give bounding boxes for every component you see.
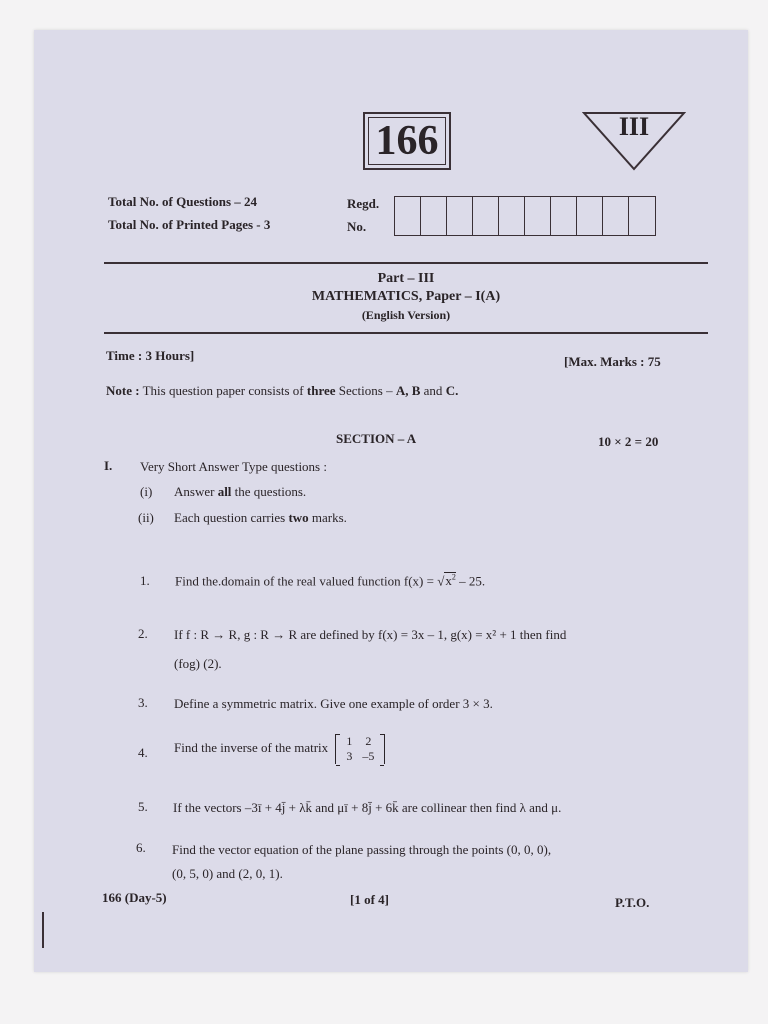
question-4-number: 4. [138, 745, 148, 760]
paper-code: 166 [375, 118, 439, 164]
question-1 [175, 573, 485, 589]
instruction-ii-number: (ii) [138, 510, 154, 525]
question-3-number: 3. [138, 695, 148, 710]
time-label: Time : 3 Hours] [106, 348, 195, 363]
question-4 [174, 734, 385, 764]
regd-digit-box[interactable] [499, 197, 525, 235]
margin-mark [42, 912, 44, 948]
regd-no-label: No. [347, 219, 367, 234]
total-pages: Total No. of Printed Pages - 3 [108, 217, 271, 232]
section-marks: 10 × 2 = 20 [598, 434, 659, 449]
note-line [106, 383, 458, 399]
regd-digit-box[interactable] [525, 197, 551, 235]
regd-number-boxes[interactable] [394, 196, 656, 236]
header-rule-top [104, 262, 708, 264]
note-text-d: A, B [395, 383, 421, 398]
note-text-f: C. [445, 383, 459, 398]
note-text-b: three [306, 383, 336, 398]
regd-digit-box[interactable] [473, 197, 499, 235]
instruction-heading: Very Short Answer Type questions : [140, 459, 327, 474]
instruction-number: I. [104, 458, 113, 473]
note-text-e: and [423, 383, 443, 398]
instruction-i [174, 484, 306, 500]
question-4-text: Find the inverse of the matrix [174, 739, 329, 755]
note-prefix: Note : [106, 383, 140, 398]
matrix-row [341, 734, 379, 749]
matrix-cell: 3 [346, 749, 353, 763]
part-title: Part – III [377, 271, 435, 286]
instruction-i-b: all [217, 484, 232, 499]
matrix-cell: 1 [346, 734, 353, 748]
regd-digit-box[interactable] [603, 197, 629, 235]
question-1-radicand-exp: 2 [451, 573, 456, 582]
paper-code-box-inner-border [368, 117, 446, 165]
regd-digit-box[interactable] [577, 197, 603, 235]
instruction-ii-c: marks. [311, 510, 347, 525]
instruction-ii-b: two [288, 510, 309, 525]
question-1-number: 1. [140, 573, 150, 588]
matrix-2x2 [335, 734, 385, 764]
question-6-number: 6. [136, 840, 146, 855]
footer-pto: P.T.O. [615, 895, 650, 910]
question-1-tail: – 25. [455, 573, 486, 589]
section-title: SECTION – A [336, 431, 417, 446]
matrix-cell: –5 [362, 749, 375, 763]
matrix-table [341, 734, 379, 764]
subject-title: MATHEMATICS, Paper – I(A) [311, 289, 501, 304]
max-marks-label: [Max. Marks : 75 [564, 354, 661, 369]
exam-paper [34, 30, 748, 972]
question-1-radicand-var: x [445, 573, 452, 589]
header-rule-bottom [104, 332, 708, 334]
note-text-c: Sections – [338, 383, 393, 398]
matrix-row [341, 749, 379, 764]
footer-page: [1 of 4] [350, 892, 389, 907]
paper-code-box [363, 112, 451, 170]
version-badge: III [618, 112, 650, 141]
question-5-text: If the vectors –3ī + 4j̄ + λk̄ and μī + 8j̄ + 6k̄ are collinear then find λ and μ. [173, 800, 562, 815]
instruction-ii-a: Each question carries [174, 510, 286, 525]
regd-digit-box[interactable] [421, 197, 447, 235]
question-2-line-1: If f : R → R, g : R → R are defined by f(x) = 3x – 1, g(x) = x² + 1 then find [174, 627, 567, 642]
regd-digit-box[interactable] [629, 197, 655, 235]
question-2-line-2: (fog) (2). [174, 656, 222, 671]
question-6-line-2: (0, 5, 0) and (2, 0, 1). [172, 866, 283, 881]
footer-code: 166 (Day-5) [102, 890, 167, 905]
regd-digit-box[interactable] [551, 197, 577, 235]
note-text-a: This question paper consists of [142, 383, 304, 398]
regd-digit-box[interactable] [395, 197, 421, 235]
matrix-cell: 2 [365, 734, 372, 748]
regd-digit-box[interactable] [447, 197, 473, 235]
total-questions: Total No. of Questions – 24 [108, 194, 258, 209]
question-6-line-1: Find the vector equation of the plane passing through the points (0, 0, 0), [172, 842, 552, 857]
question-3-text: Define a symmetric matrix. Give one example of order 3 × 3. [174, 696, 493, 711]
sqrt-icon: √ [437, 573, 445, 589]
version-title: (English Version) [361, 308, 451, 322]
instruction-ii [174, 510, 347, 526]
instruction-i-a: Answer [174, 484, 215, 499]
question-5-number: 5. [138, 799, 148, 814]
regd-label: Regd. [347, 196, 380, 211]
question-1-radicand [444, 572, 456, 588]
instruction-i-c: the questions. [234, 484, 307, 499]
question-2-number: 2. [138, 626, 148, 641]
question-1-text: Find the.domain of the real valued function f(x) = [175, 573, 438, 589]
instruction-i-number: (i) [140, 484, 153, 499]
